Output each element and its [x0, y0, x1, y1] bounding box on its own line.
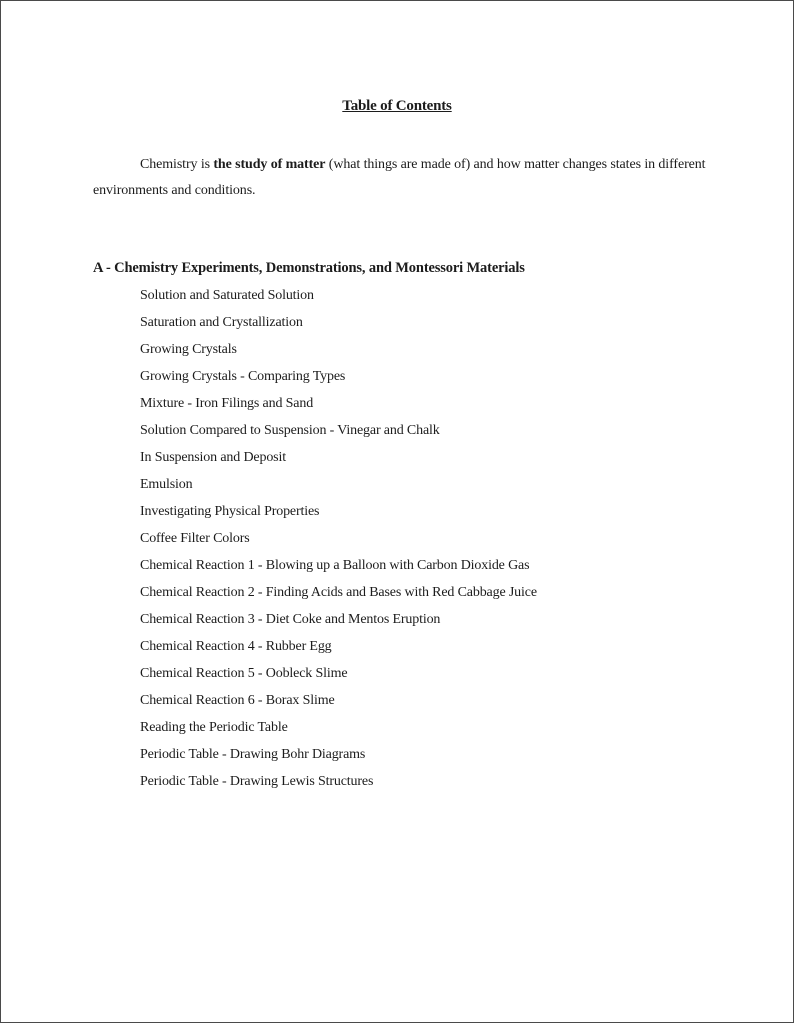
toc-item: Chemical Reaction 5 - Oobleck Slime	[140, 666, 348, 681]
intro-text-bold: the study of matter	[213, 157, 326, 172]
intro-paragraph	[93, 152, 713, 204]
toc-item: Reading the Periodic Table	[140, 720, 288, 735]
toc-item: Solution Compared to Suspension - Vinegar and Chalk	[140, 423, 440, 438]
toc-item: Investigating Physical Properties	[140, 504, 320, 519]
toc-item: Emulsion	[140, 477, 193, 492]
toc-item: Growing Crystals - Comparing Types	[140, 369, 346, 384]
toc-item: Chemical Reaction 6 - Borax Slime	[140, 693, 335, 708]
toc-item: In Suspension and Deposit	[140, 450, 286, 465]
toc-item: Solution and Saturated Solution	[140, 288, 314, 303]
intro-text-after: (what things are made of) and how matter changes states in different environments and conditions.	[93, 157, 706, 198]
intro-text-before: Chemistry is	[140, 157, 214, 172]
toc-item: Mixture - Iron Filings and Sand	[140, 396, 314, 411]
document-title: Table of Contents	[342, 98, 452, 114]
toc-item: Periodic Table - Drawing Lewis Structures	[140, 774, 374, 789]
toc-item: Coffee Filter Colors	[140, 531, 250, 546]
toc-item: Chemical Reaction 3 - Diet Coke and Mentos Eruption	[140, 612, 441, 627]
toc-list	[140, 286, 537, 799]
toc-item: Chemical Reaction 2 - Finding Acids and Bases with Red Cabbage Juice	[140, 585, 537, 600]
toc-item: Growing Crystals	[140, 342, 237, 357]
toc-item: Chemical Reaction 4 - Rubber Egg	[140, 639, 332, 654]
toc-item: Periodic Table - Drawing Bohr Diagrams	[140, 747, 366, 762]
toc-item: Chemical Reaction 1 - Blowing up a Balloon with Carbon Dioxide Gas	[140, 558, 530, 573]
section-heading: A - Chemistry Experiments, Demonstrations, and Montessori Materials	[93, 260, 525, 276]
toc-item: Saturation and Crystallization	[140, 315, 303, 330]
